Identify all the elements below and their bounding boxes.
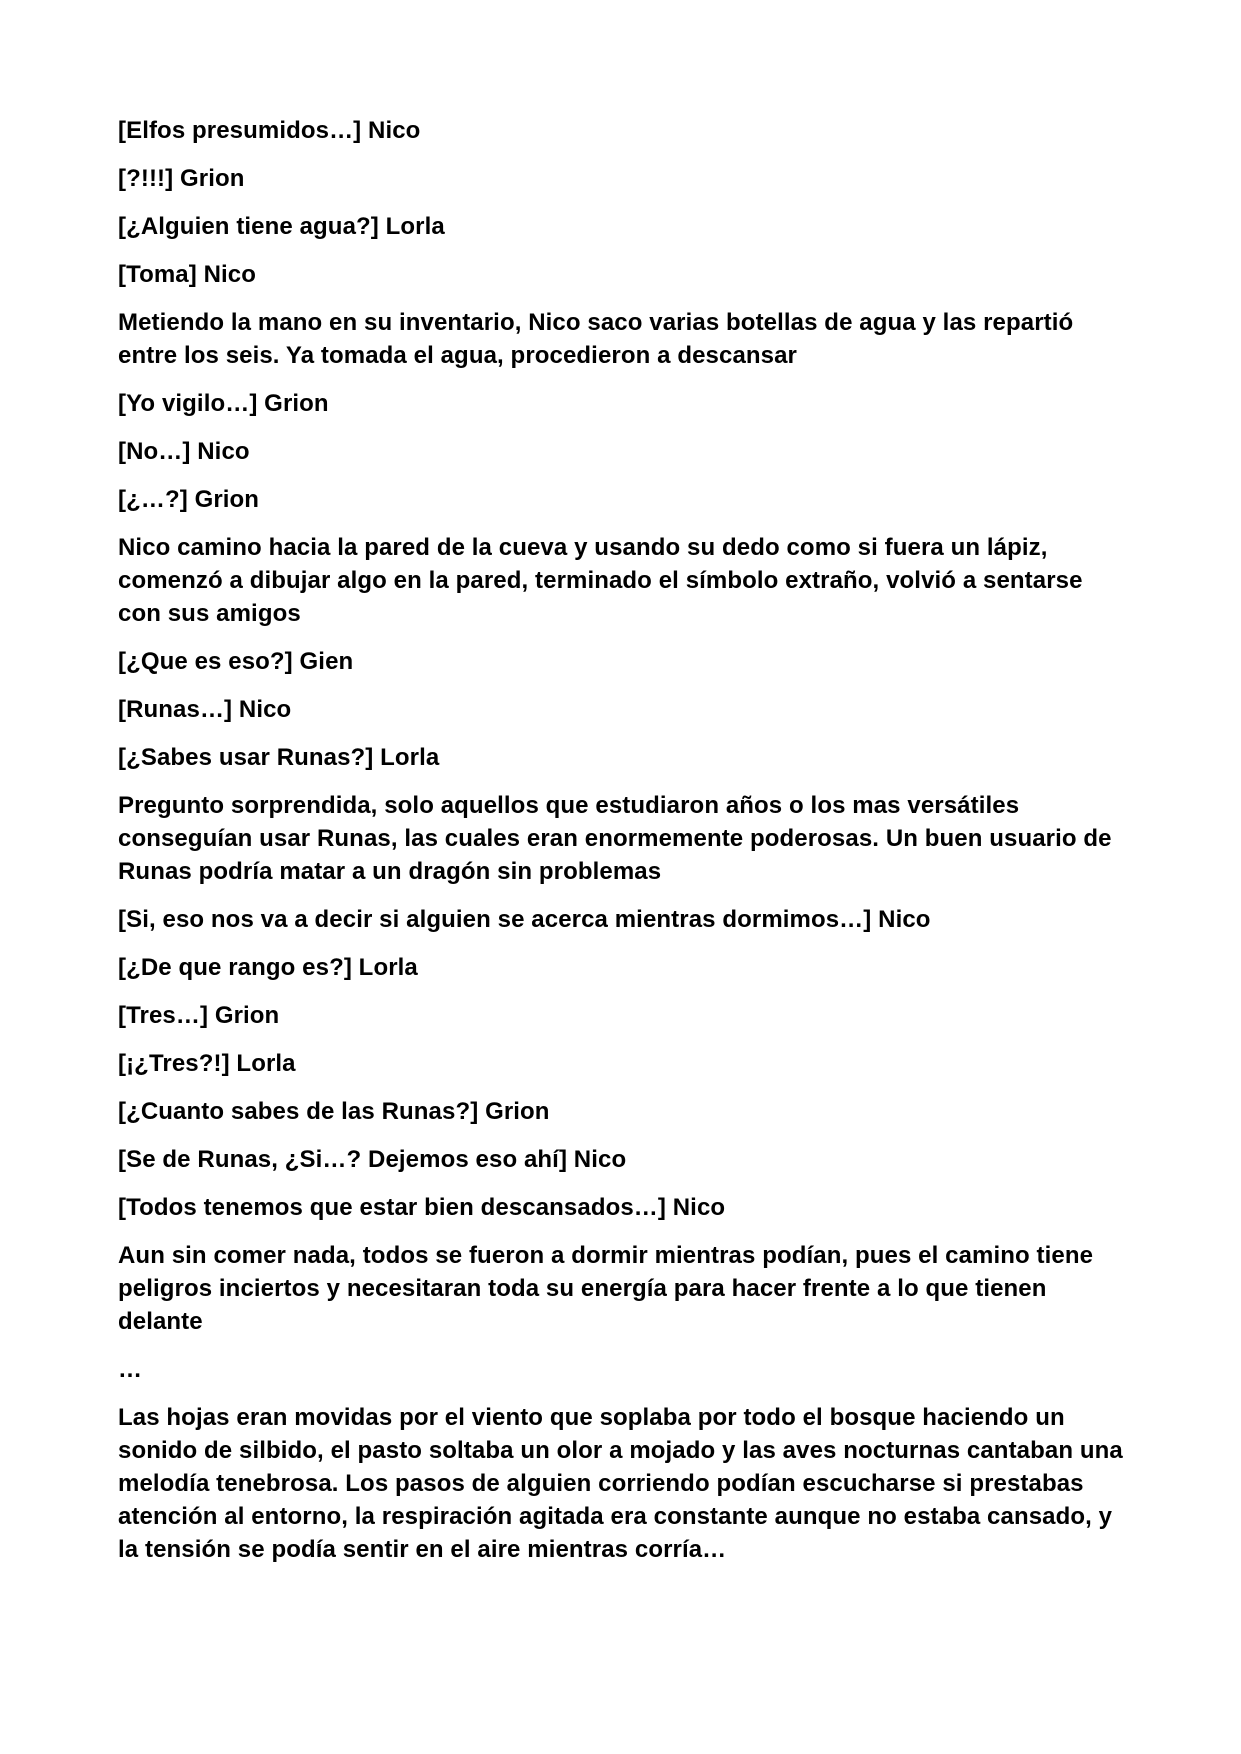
- paragraph: Las hojas eran movidas por el viento que soplaba por todo el bosque haciendo un sonido de silbido, el pasto soltaba un olor a mojado y las aves nocturnas cantaban una melodía tenebrosa. Los pasos de alguien corriendo podían escucharse si prestabas atención al entorno, la respiración agitada era constante aunque no estaba cansado, y la tensión se podía sentir en el aire mientras corría…: [118, 1404, 1123, 1563]
- paragraph: [Toma] Nico: [118, 261, 256, 288]
- paragraph: [¿De que rango es?] Lorla: [118, 954, 418, 981]
- paragraph: Nico camino hacia la pared de la cueva y usando su dedo como si fuera un lápiz, comenzó a dibujar algo en la pared, terminado el símbolo extraño, volvió a sentarse con sus amigos: [118, 534, 1083, 627]
- paragraph: [Runas…] Nico: [118, 696, 292, 723]
- paragraph: [Tres…] Grion: [118, 1002, 280, 1029]
- paragraph: [Todos tenemos que estar bien descansados…] Nico: [118, 1194, 726, 1221]
- document-page: [118, 114, 1128, 1581]
- paragraph: [Yo vigilo…] Grion: [118, 390, 329, 417]
- paragraph: [¡¿Tres?!] Lorla: [118, 1050, 296, 1077]
- paragraph: [¿Sabes usar Runas?] Lorla: [118, 744, 440, 771]
- paragraph: Metiendo la mano en su inventario, Nico saco varias botellas de agua y las repartió entre los seis. Ya tomada el agua, procedieron a descansar: [118, 309, 1074, 369]
- paragraph: [Si, eso nos va a decir si alguien se acerca mientras dormimos…] Nico: [118, 906, 931, 933]
- paragraph: [?!!!] Grion: [118, 165, 245, 192]
- paragraph: [¿Cuanto sabes de las Runas?] Grion: [118, 1098, 550, 1125]
- paragraph: [No…] Nico: [118, 438, 250, 465]
- paragraph: Aun sin comer nada, todos se fueron a dormir mientras podían, pues el camino tiene peligros inciertos y necesitaran toda su energía para hacer frente a lo que tienen delante: [118, 1242, 1094, 1335]
- paragraph: [¿Que es eso?] Gien: [118, 648, 354, 675]
- paragraph: Pregunto sorprendida, solo aquellos que estudiaron años o los mas versátiles conseguían usar Runas, las cuales eran enormemente poderosas. Un buen usuario de Runas podría matar a un dragón sin problemas: [118, 792, 1112, 885]
- paragraph: [¿Alguien tiene agua?] Lorla: [118, 213, 445, 240]
- paragraph: [¿…?] Grion: [118, 486, 260, 513]
- paragraph: [Se de Runas, ¿Si…? Dejemos eso ahí] Nico: [118, 1146, 627, 1173]
- paragraph: …: [118, 1356, 143, 1383]
- paragraph: [Elfos presumidos…] Nico: [118, 117, 421, 144]
